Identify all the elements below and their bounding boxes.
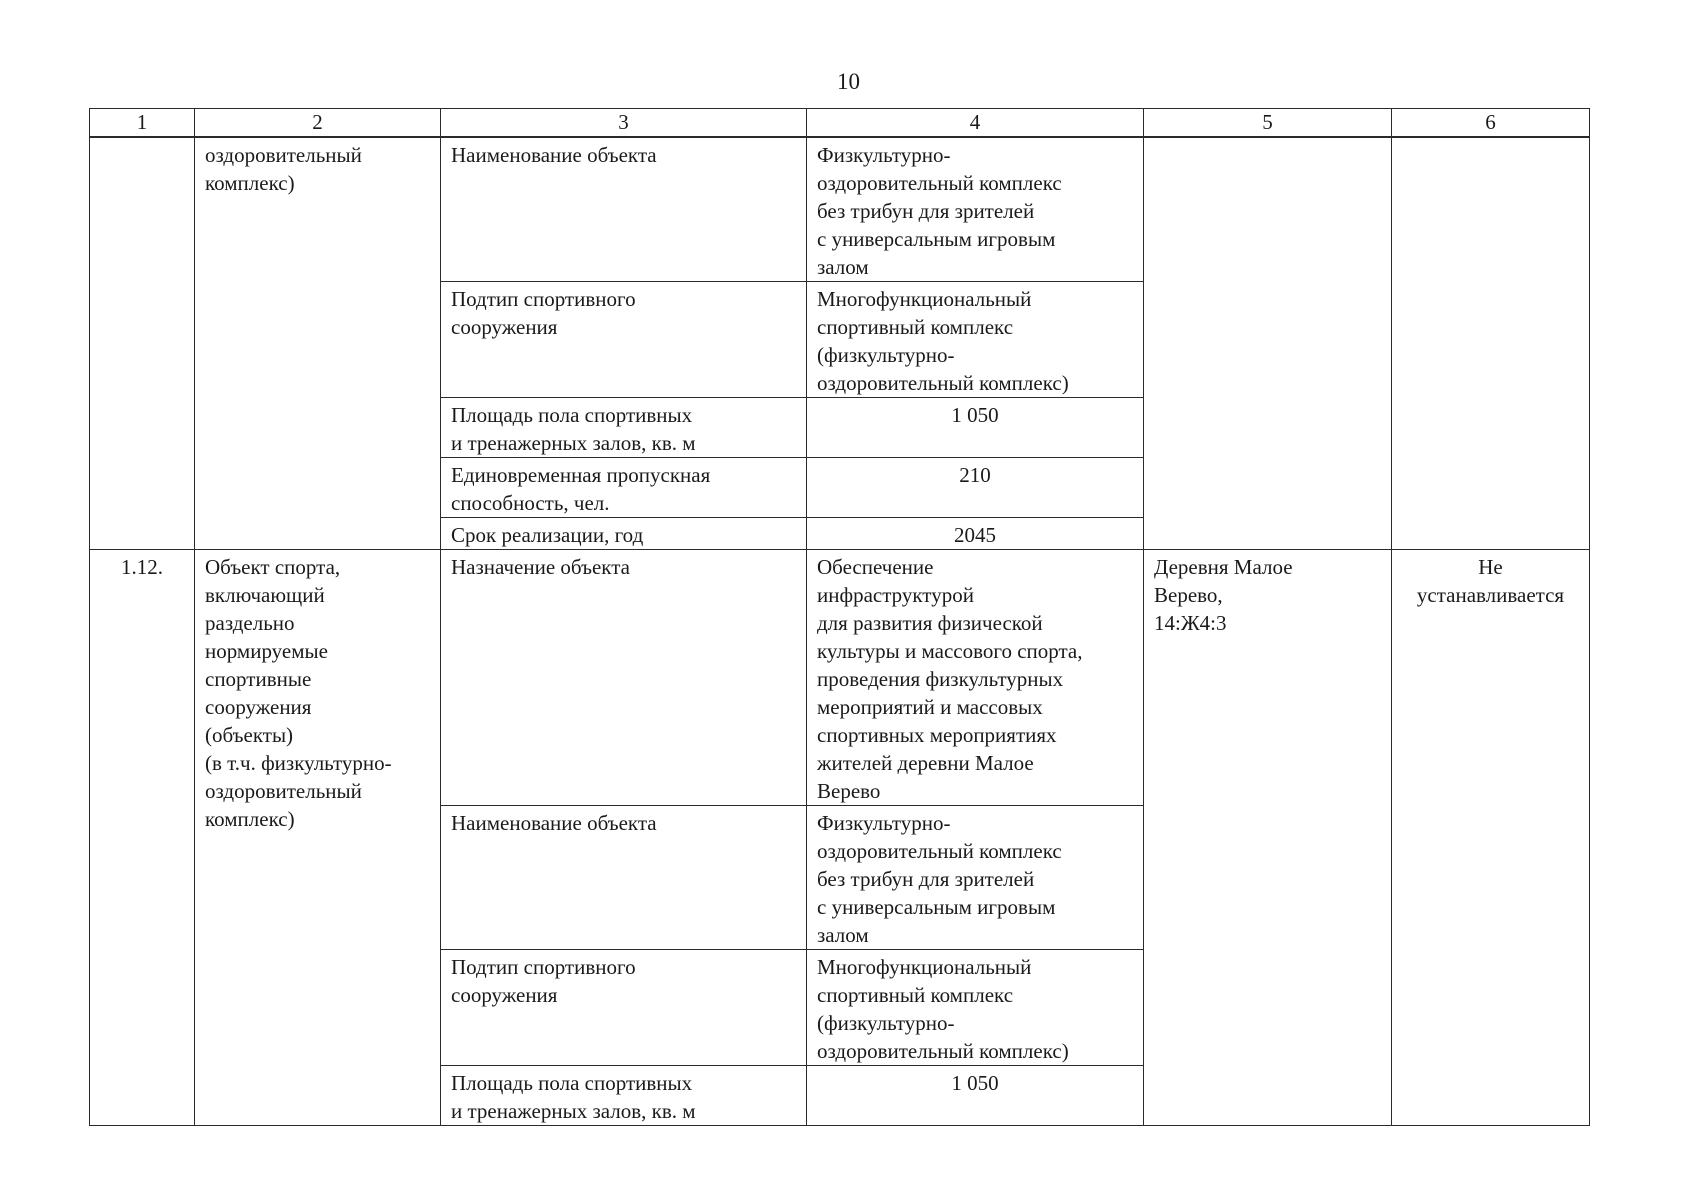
value-cell: 210 (807, 458, 1144, 518)
page-number: 10 (837, 69, 860, 94)
item-zone-cell: Не устанавливается (1392, 550, 1590, 1126)
continued-location-cell (1144, 137, 1392, 550)
header-cell: 6 (1392, 109, 1590, 138)
header-row (90, 109, 1590, 138)
param-cell: Срок реализации, год (441, 518, 807, 550)
param-cell: Наименование объекта (441, 137, 807, 282)
table-row (90, 137, 1590, 282)
value-cell: 1 050 (807, 398, 1144, 458)
value-cell: Многофункциональный спортивный комплекс (физкультурно- оздоровительный комплекс) (807, 282, 1144, 398)
param-cell: Единовременная пропускная способность, чел. (441, 458, 807, 518)
value-cell: Физкультурно- оздоровительный комплекс без трибун для зрителей с универсальным игровым залом (807, 806, 1144, 950)
value-cell: Обеспечение инфраструктурой для развития физической культуры и массового спорта, проведения физкультурных мероприятий и массовых спортивных мероприятиях жителей деревни Малое Верево (807, 550, 1144, 806)
continued-zone-cell (1392, 137, 1590, 550)
item-location-cell: Деревня Малое Верево, 14:Ж4:3 (1144, 550, 1392, 1126)
item-number-cell: 1.12. (90, 550, 195, 1126)
header-cell: 2 (195, 109, 441, 138)
continued-number-cell (90, 137, 195, 550)
param-cell: Площадь пола спортивных и тренажерных залов, кв. м (441, 1066, 807, 1126)
continued-name-cell: оздоровительный комплекс) (195, 137, 441, 550)
header-cell: 1 (90, 109, 195, 138)
header-cell: 5 (1144, 109, 1392, 138)
value-cell: Многофункциональный спортивный комплекс (физкультурно- оздоровительный комплекс) (807, 950, 1144, 1066)
param-cell: Подтип спортивного сооружения (441, 950, 807, 1066)
value-cell: Физкультурно- оздоровительный комплекс без трибун для зрителей с универсальным игровым залом (807, 137, 1144, 282)
param-cell: Площадь пола спортивных и тренажерных залов, кв. м (441, 398, 807, 458)
param-cell: Наименование объекта (441, 806, 807, 950)
table-row (90, 550, 1590, 806)
header-cell: 3 (441, 109, 807, 138)
header-cell: 4 (807, 109, 1144, 138)
value-cell: 2045 (807, 518, 1144, 550)
value-cell: 1 050 (807, 1066, 1144, 1126)
param-cell: Подтип спортивного сооружения (441, 282, 807, 398)
param-cell: Назначение объекта (441, 550, 807, 806)
item-name-cell: Объект спорта, включающий раздельно нормируемые спортивные сооружения (объекты) (в т.ч. физкультурно- оздоровительный комплекс) (195, 550, 441, 1126)
registry-table (89, 108, 1590, 1126)
